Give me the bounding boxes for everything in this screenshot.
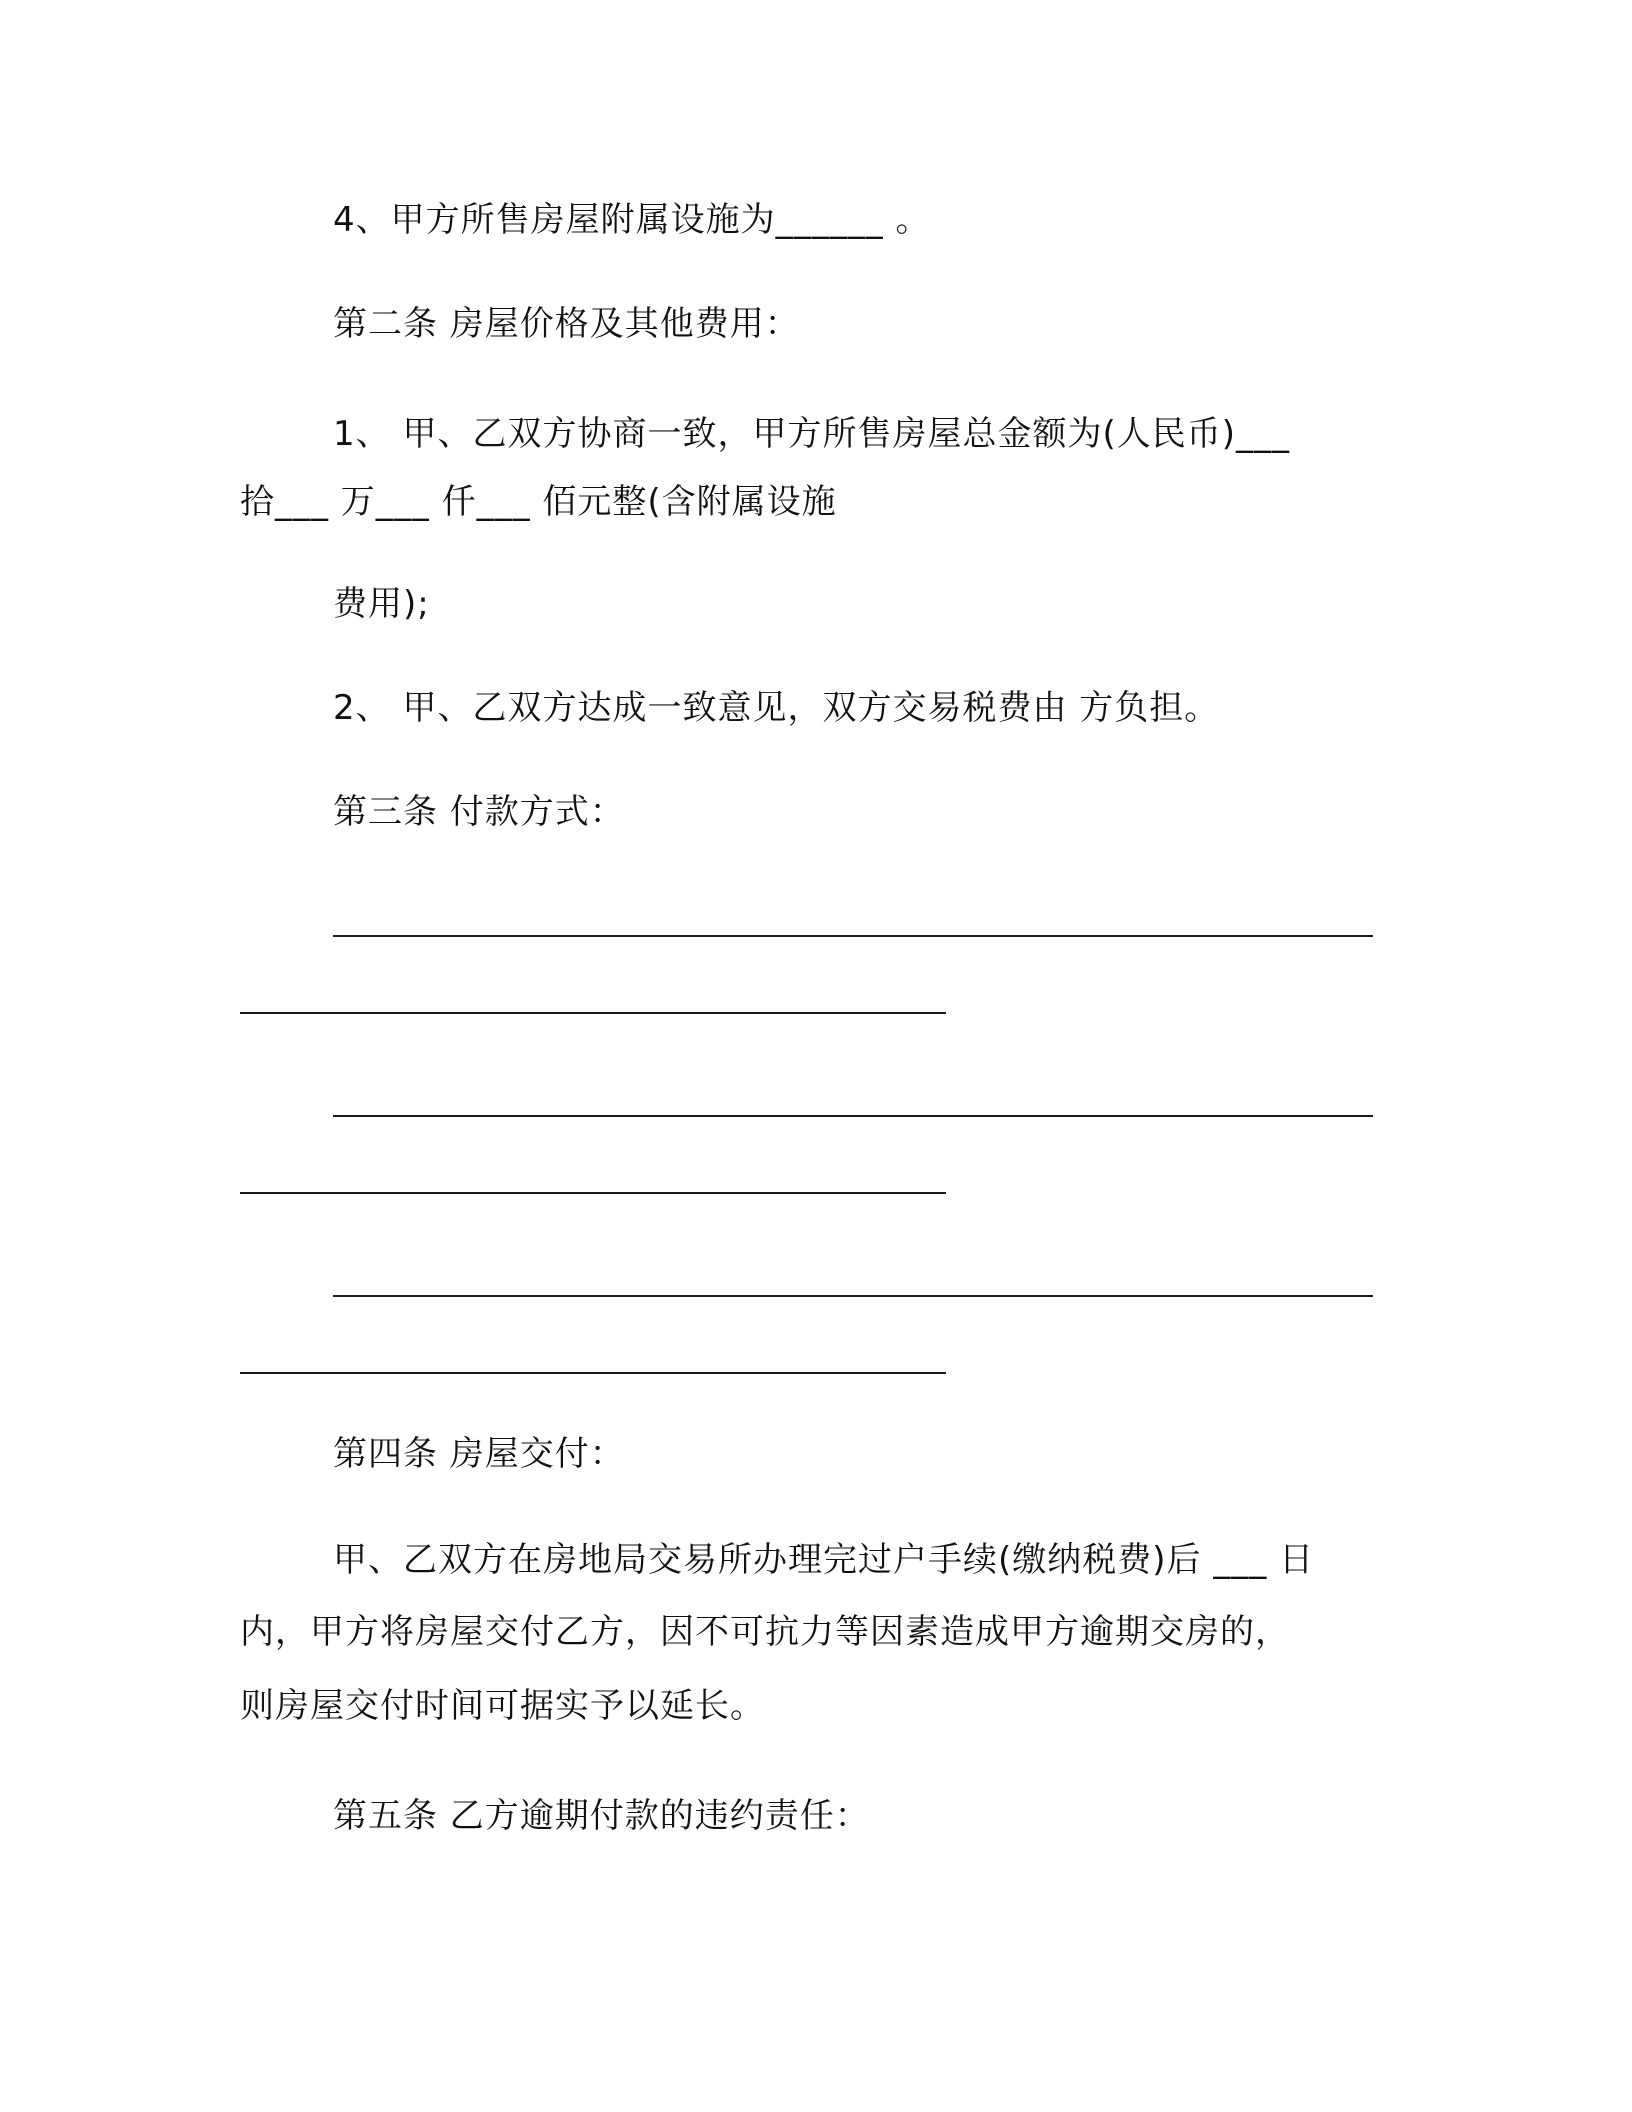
article-5-heading: 第五条 乙方逾期付款的违约责任： bbox=[333, 1796, 870, 1836]
article-4-heading: 第四条 房屋交付： bbox=[333, 1434, 625, 1474]
payment-blank-line-1a bbox=[333, 935, 1373, 937]
article-2-heading: 第二条 房屋价格及其他费用： bbox=[333, 304, 800, 344]
clause-2-2-text: 2、 甲、乙双方达成一致意见，双方交易税费由 方负担。 bbox=[333, 688, 1220, 728]
payment-blank-line-3b bbox=[240, 1372, 946, 1374]
payment-blank-line-2a bbox=[333, 1115, 1373, 1117]
payment-blank-line-3a bbox=[333, 1295, 1373, 1297]
payment-blank-line-1b bbox=[240, 1012, 946, 1014]
clause-2-1-line-1: 1、 甲、乙双方协商一致，甲方所售房屋总金额为(人民币)___ bbox=[333, 414, 1290, 454]
clause-1-4-text: 4、甲方所售房屋附属设施为______ 。 bbox=[333, 200, 931, 240]
article-3-heading: 第三条 付款方式： bbox=[333, 792, 625, 832]
article-4-body-line-1: 甲、乙双方在房地局交易所办理完过户手续(缴纳税费)后 ___ 日 bbox=[333, 1540, 1315, 1580]
clause-2-1-line-3: 费用); bbox=[333, 584, 430, 624]
payment-blank-line-2b bbox=[240, 1192, 946, 1194]
clause-2-1-line-2: 拾___ 万___ 仟___ 佰元整(含附属设施 bbox=[240, 482, 837, 522]
article-4-body-line-3: 则房屋交付时间可据实予以延长。 bbox=[240, 1686, 765, 1726]
article-4-body-line-2: 内，甲方将房屋交付乙方，因不可抗力等因素造成甲方逾期交房的， bbox=[240, 1612, 1290, 1652]
